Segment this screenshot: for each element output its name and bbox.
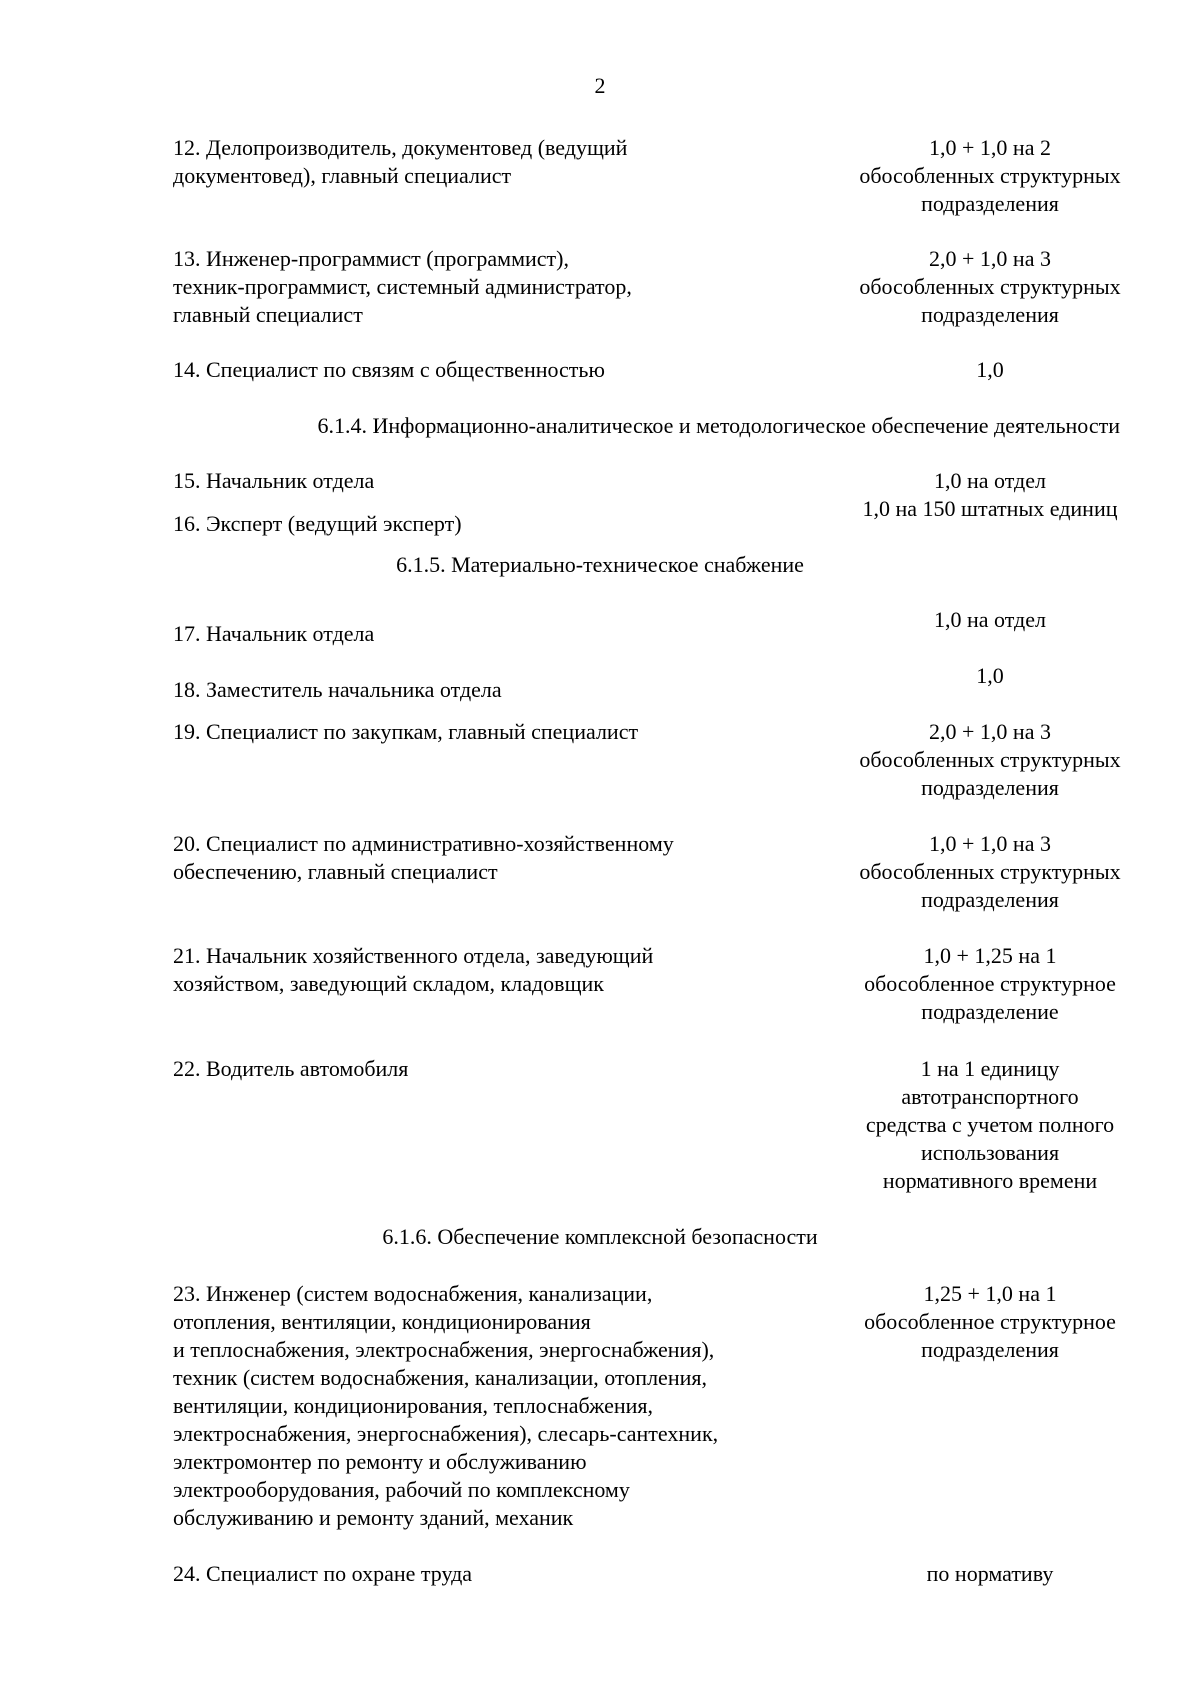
position-norm-20: 1,0 + 1,0 на 3 обособленных структурных подразделения [859, 831, 1121, 912]
position-norm-12: 1,0 + 1,0 на 2 обособленных структурных подразделения [859, 135, 1121, 216]
position-norm-17: 1,0 на отдел [933, 607, 1046, 632]
position-name-16: 16. Эксперт (ведущий эксперт) [173, 511, 462, 536]
page-number: 2 [594, 73, 606, 98]
position-norm-24: по нормативу [926, 1561, 1054, 1586]
position-name-24: 24. Специалист по охране труда [173, 1561, 473, 1586]
position-name-21: 21. Начальник хозяйственного отдела, заведующий хозяйством, заведующий складом, кладовщик [173, 943, 654, 996]
section-title-6-1-4: 6.1.4. Информационно-аналитическое и методологическое обеспечение деятельности [317, 413, 1120, 438]
position-name-13: 13. Инженер-программист (программист), техник-программист, системный администратор, главный специалист [173, 246, 632, 327]
position-norm-23: 1,25 + 1,0 на 1 обособленное структурное подразделения [864, 1281, 1116, 1362]
position-norm-13: 2,0 + 1,0 на 3 обособленных структурных подразделения [859, 246, 1121, 327]
position-name-17: 17. Начальник отдела [173, 621, 375, 646]
position-norm-15-16: 1,0 на отдел 1,0 на 150 штатных единиц [862, 468, 1118, 521]
position-norm-19: 2,0 + 1,0 на 3 обособленных структурных подразделения [859, 719, 1121, 800]
position-name-18: 18. Заместитель начальника отдела [173, 677, 502, 702]
position-name-22: 22. Водитель автомобиля [173, 1056, 409, 1081]
position-norm-18: 1,0 [976, 663, 1004, 688]
section-title-6-1-5: 6.1.5. Материально-техническое снабжение [396, 552, 804, 577]
position-name-20: 20. Специалист по административно-хозяйственному обеспечению, главный специалист [173, 831, 674, 884]
position-name-14: 14. Специалист по связям с общественностью [173, 357, 605, 382]
position-norm-22: 1 на 1 единицу автотранспортного средства с учетом полного использования нормативного времени [865, 1056, 1115, 1193]
position-norm-14: 1,0 [976, 357, 1004, 382]
position-name-23: 23. Инженер (систем водоснабжения, канализации, отопления, вентиляции, кондиционирования и теплоснабжения, электроснабжения, энергоснабжения), техник (систем водоснабжения, канализации, отопления, вентиляции, кондиционирования, теплоснабжения, электроснабжения, энергоснабжения), слесарь-сантехник, электромонтер по ремонту и обслуживанию электрооборудования, рабочий по комплексному обслуживанию и ремонту зданий, механик [173, 1281, 719, 1530]
position-norm-21: 1,0 + 1,25 на 1 обособленное структурное подразделение [864, 943, 1116, 1024]
position-name-15: 15. Начальник отдела [173, 468, 375, 493]
position-name-19: 19. Специалист по закупкам, главный специалист [173, 719, 639, 744]
section-title-6-1-6: 6.1.6. Обеспечение комплексной безопасности [382, 1224, 818, 1249]
position-name-12: 12. Делопроизводитель, документовед (ведущий документовед), главный специалист [173, 135, 628, 188]
